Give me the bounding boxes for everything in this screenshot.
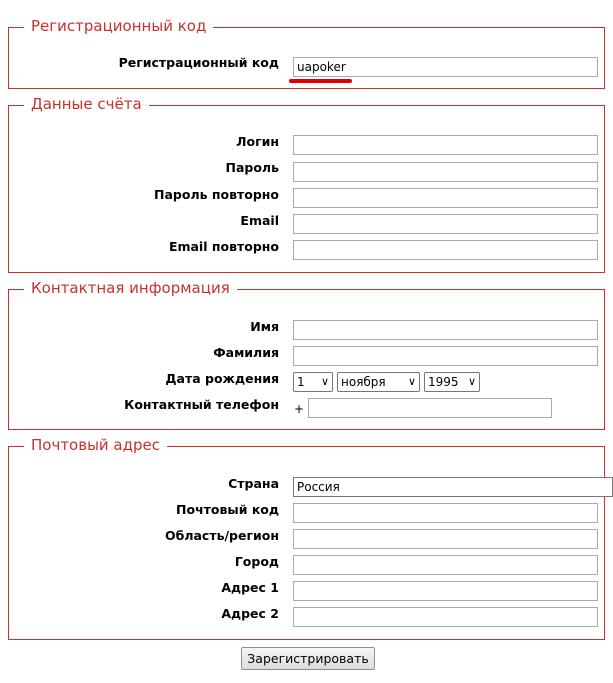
address2-input[interactable] [293, 607, 598, 627]
login-label: Логин [236, 134, 279, 149]
email-label: Email [240, 213, 279, 228]
postcode-label: Почтовый код [176, 502, 279, 517]
last-name-label: Фамилия [213, 345, 279, 360]
birth-day-select[interactable] [293, 372, 333, 392]
registration-code-underline [289, 79, 352, 83]
contact-legend: Контактная информация [24, 278, 237, 298]
birth-day-value: 1 [297, 375, 305, 389]
email-input[interactable] [293, 214, 598, 234]
address1-input[interactable] [293, 581, 598, 601]
email-repeat-label: Email повторно [168, 239, 279, 254]
birth-year-select[interactable] [424, 372, 480, 392]
postcode-input[interactable] [293, 503, 598, 523]
last-name-input[interactable] [293, 346, 598, 366]
password-repeat-input[interactable] [293, 188, 598, 208]
registration-code-input[interactable]: uapoker [293, 57, 598, 77]
country-label: Страна [228, 476, 279, 491]
region-label: Область/регион [164, 528, 279, 543]
register-button[interactable]: Зарегистрировать [241, 647, 375, 670]
chevron-down-icon: ∨ [320, 375, 329, 388]
country-select[interactable]: Россия [293, 477, 613, 497]
phone-input[interactable] [308, 398, 552, 418]
postal-address-section [8, 436, 605, 640]
birth-year-value: 1995 [428, 375, 459, 389]
birth-date-label: Дата рождения [165, 371, 279, 386]
phone-label: Контактный телефон [124, 397, 279, 412]
contact-section [8, 279, 605, 430]
password-input[interactable] [293, 162, 598, 182]
address2-label: Адрес 2 [221, 606, 279, 621]
birth-month-value: ноября [341, 375, 386, 389]
birth-month-select[interactable] [337, 372, 420, 392]
email-repeat-input[interactable] [293, 240, 598, 260]
address1-label: Адрес 1 [221, 580, 279, 595]
registration-code-label: Регистрационный код [118, 55, 279, 70]
registration-code-legend: Регистрационный код [24, 16, 213, 36]
city-label: Город [234, 554, 279, 569]
account-section [8, 95, 605, 273]
chevron-down-icon: ∨ [467, 375, 476, 388]
first-name-label: Имя [250, 319, 279, 334]
login-input[interactable] [293, 135, 598, 155]
phone-prefix: + [294, 402, 305, 416]
city-input[interactable] [293, 555, 598, 575]
account-legend: Данные счёта [24, 94, 149, 114]
first-name-input[interactable] [293, 320, 598, 340]
chevron-down-icon: ∨ [407, 375, 416, 388]
region-input[interactable] [293, 529, 598, 549]
password-repeat-label: Пароль повторно [154, 187, 279, 202]
password-label: Пароль [225, 160, 279, 175]
postal-address-legend: Почтовый адрес [24, 435, 167, 455]
